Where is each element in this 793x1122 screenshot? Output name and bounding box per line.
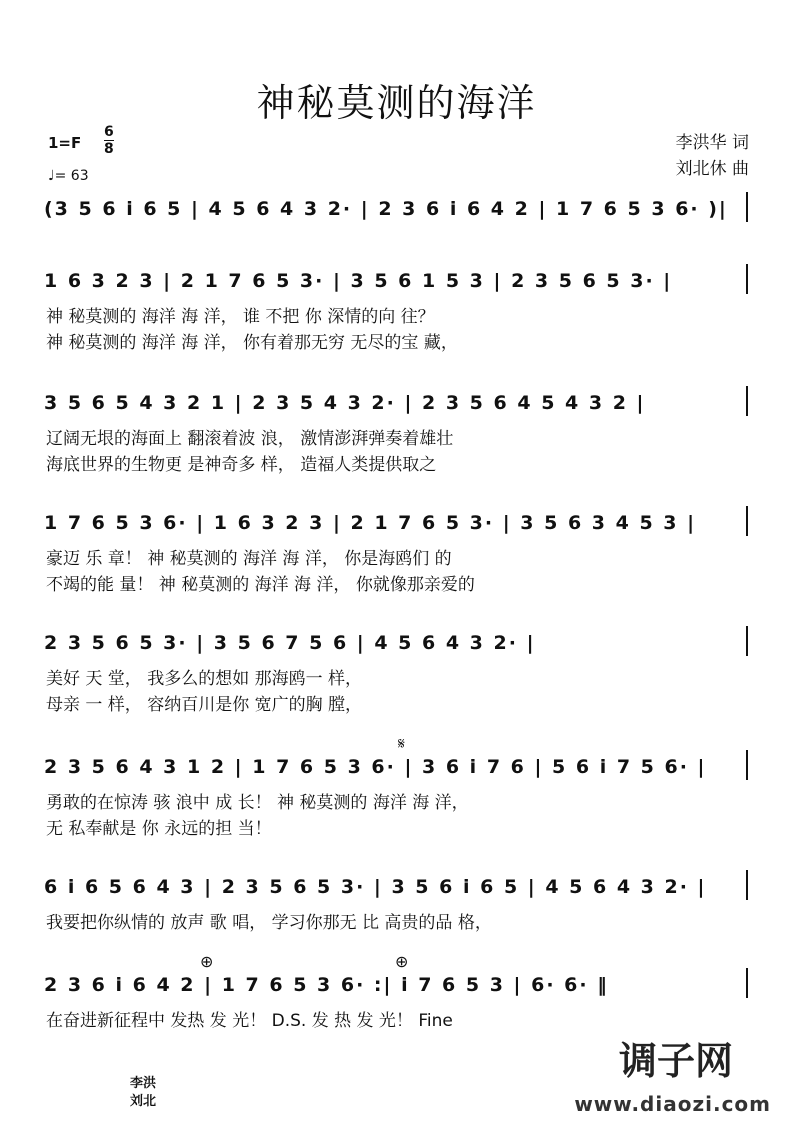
- notation-line: 2 3 6 i 6 4 2 | 1 7 6 5 3 6· :| i 7 6 5 3 | 6· 6· ‖: [44, 974, 609, 996]
- meter-bottom: 8: [104, 141, 114, 157]
- notation-line: 6 i 6 5 6 4 3 | 2 3 5 6 5 3· | 3 5 6 i 6 5 | 4 5 6 4 3 2· |: [44, 876, 707, 898]
- barline-end: [746, 870, 748, 900]
- lyric-line-2: 不竭的能 量！ 神 秘莫测的 海洋 海 洋， 你就像那亲爱的: [46, 575, 475, 595]
- notation-line: 1 7 6 5 3 6· | 1 6 3 2 3 | 2 1 7 6 5 3· | 3 5 6 3 4 5 3 |: [44, 512, 697, 534]
- lyric-line-2: 神 秘莫测的 海洋 海 洋， 你有着那无穷 无尽的宝 藏，: [46, 333, 458, 353]
- coda-symbol-1: ⊕: [200, 952, 214, 971]
- watermark-logo: 调子网: [618, 1039, 733, 1083]
- barline-end: [746, 192, 748, 222]
- barline-end: [746, 506, 748, 536]
- lyric-line-1: 我要把你纵情的 放声 歌 唱， 学习你那无 比 高贵的品 格，: [46, 913, 492, 933]
- time-signature: [104, 124, 114, 157]
- composer-credit: 刘北休 曲: [675, 159, 749, 179]
- barline-end: [746, 626, 748, 656]
- notation-line: (3 5 6 i 6 5 | 4 5 6 4 3 2· | 2 3 6 i 6 4 2 | 1 7 6 5 3 6· )|: [44, 198, 728, 220]
- notation-line: 2 3 5 6 4 3 1 2 | 1 7 6 5 3 6· | 3 6 i 7 6 | 5 6 i 7 5 6· |: [44, 756, 707, 778]
- lyric-line-2: 海底世界的生物更 是神奇多 样， 造福人类提供取之: [46, 455, 437, 475]
- lyric-line-1: 在奋进新征程中 发热 发 光！ D.S. 发 热 发 光！ Fine: [46, 1011, 453, 1031]
- tempo-mark: ♩= 63: [48, 168, 89, 184]
- lyric-line-1: 豪迈 乐 章！ 神 秘莫测的 海洋 海 洋， 你是海鸥们 的: [46, 549, 452, 569]
- barline-end: [746, 968, 748, 998]
- meter-top: 6: [104, 124, 114, 140]
- notation-line: 3 5 6 5 4 3 2 1 | 2 3 5 4 3 2· | 2 3 5 6 4 5 4 3 2 |: [44, 392, 646, 414]
- coda-symbol-2: ⊕: [395, 952, 409, 971]
- barline-end: [746, 386, 748, 416]
- footer-name-1: 李洪: [130, 1076, 157, 1091]
- lyric-line-1: 美好 天 堂， 我多么的想如 那海鸥一 样，: [46, 669, 363, 689]
- barline-end: [746, 750, 748, 780]
- lyric-line-2: 无 私奉献是 你 永远的担 当！: [46, 819, 272, 839]
- lyric-line-1: 勇敢的在惊涛 骇 浪中 成 长！ 神 秘莫测的 海洋 海 洋，: [46, 793, 469, 813]
- song-title: 神秘莫测的海洋: [256, 81, 537, 125]
- lyric-line-1: 辽阔无垠的海面上 翻滚着波 浪， 激情澎湃弹奏着雄壮: [46, 429, 454, 449]
- notation-line: 2 3 5 6 5 3· | 3 5 6 7 5 6 | 4 5 6 4 3 2· |: [44, 632, 536, 654]
- lyric-line-1: 神 秘莫测的 海洋 海 洋， 谁 不把 你 深情的向 往？: [46, 307, 435, 327]
- segno-symbol: 𝄋: [398, 734, 405, 753]
- key-signature: 1=F: [48, 134, 82, 152]
- lyricist-credit: 李洪华 词: [675, 133, 749, 153]
- notation-line: 1 6 3 2 3 | 2 1 7 6 5 3· | 3 5 6 1 5 3 | 2 3 5 6 5 3· |: [44, 270, 673, 292]
- footer-name-2: 刘北: [130, 1094, 157, 1109]
- barline-end: [746, 264, 748, 294]
- lyric-line-2: 母亲 一 样， 容纳百川是你 宽广的胸 膛，: [46, 695, 363, 715]
- watermark-url: www.diaozi.com: [574, 1092, 771, 1116]
